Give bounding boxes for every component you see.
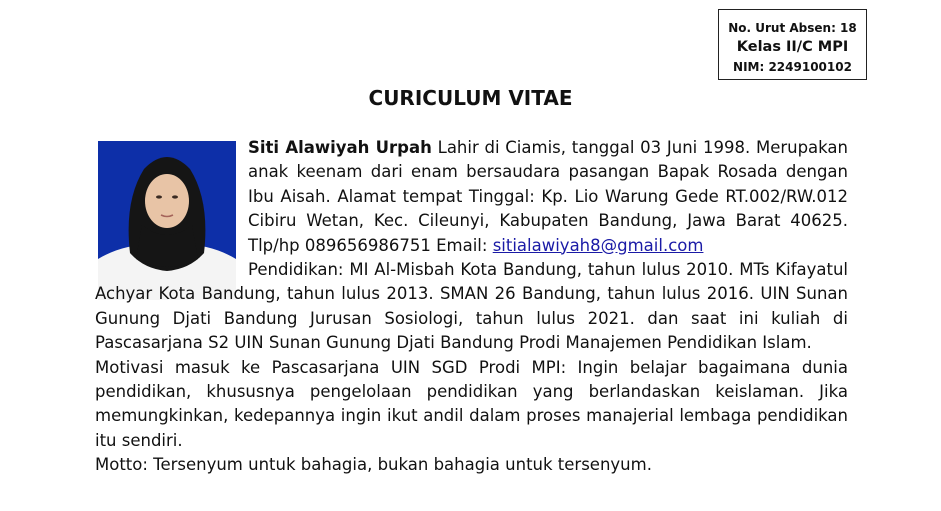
class-label: Kelas II/C MPI bbox=[736, 39, 849, 55]
nim-number: NIM: 2249100102 bbox=[733, 60, 852, 74]
cv-body bbox=[95, 136, 848, 478]
person-name: Siti Alawiyah Urpah bbox=[248, 138, 432, 157]
profile-intro: Lahir di Ciamis, tanggal 03 Juni 1998. Merupakan anak keenam dari enam bersaudara pasangan Bapak Rosada dengan Ibu Aisah. Alamat tempat Tinggal: Kp. Lio Warung Gede RT.002/RW.012 Cibiru Wetan, Kec. Cileunyi, Kabupaten Bandung, Jawa Barat 40625. Tlp/hp 089656986751 Email: bbox=[248, 138, 849, 255]
motto-paragraph: Motto: Tersenyum untuk bahagia, bukan bahagia untuk tersenyum. bbox=[95, 455, 652, 475]
student-info-box bbox=[718, 9, 867, 80]
education-paragraph: Pendidikan: MI Al-Misbah Kota Bandung, tahun lulus 2010. MTs Kifayatul Achyar Kota Bandung, tahun lulus 2013. SMAN 26 Bandung, tahun lulus 2016. UIN Sunan Gunung Djati Bandung Jurusan Sosiologi, tahun lulus 2021. dan saat ini kuliah di Pascasarjana S2 UIN Sunan Gunung Djati Bandung Prodi Manajemen Pendidikan Islam. bbox=[95, 260, 848, 353]
page-title: CURICULUM VITAE bbox=[368, 86, 573, 110]
absen-number: No. Urut Absen: 18 bbox=[728, 21, 857, 35]
email-link[interactable]: sitialawiyah8@gmail.com bbox=[492, 235, 704, 255]
motivation-paragraph: Motivasi masuk ke Pascasarjana UIN SGD Prodi MPI: Ingin belajar bagaimana dunia pendidikan, khususnya pengelolaan pendidikan yang berlandaskan keislaman. Jika memungkinkan, kedepannya ingin ikut andil dalam proses manajerial lembaga pendidikan itu sendiri. bbox=[95, 357, 848, 450]
photo-wrap-spacer bbox=[95, 136, 248, 282]
